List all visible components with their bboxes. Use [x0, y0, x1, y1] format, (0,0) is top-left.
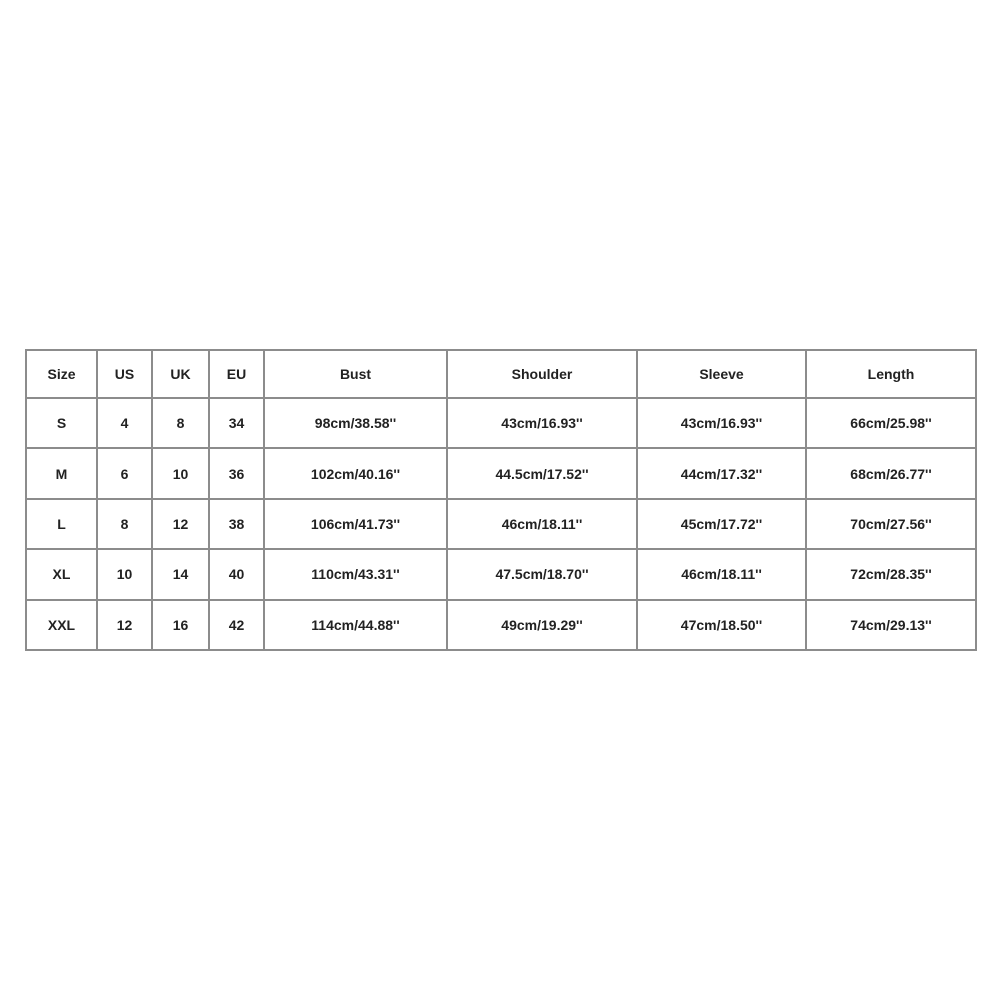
table-row: [26, 398, 976, 448]
cell-uk: 14: [152, 549, 209, 599]
cell-length: 72cm/28.35'': [806, 549, 976, 599]
cell-shoulder: 44.5cm/17.52'': [447, 448, 637, 498]
cell-bust: 114cm/44.88'': [264, 600, 447, 650]
cell-eu: 40: [209, 549, 264, 599]
cell-us: 10: [97, 549, 152, 599]
cell-uk: 16: [152, 600, 209, 650]
cell-bust: 98cm/38.58'': [264, 398, 447, 448]
header-sleeve: Sleeve: [637, 350, 806, 398]
cell-size: L: [26, 499, 97, 549]
cell-length: 74cm/29.13'': [806, 600, 976, 650]
cell-shoulder: 46cm/18.11'': [447, 499, 637, 549]
cell-sleeve: 46cm/18.11'': [637, 549, 806, 599]
cell-uk: 12: [152, 499, 209, 549]
cell-uk: 8: [152, 398, 209, 448]
cell-bust: 106cm/41.73'': [264, 499, 447, 549]
cell-eu: 34: [209, 398, 264, 448]
table-row: [26, 549, 976, 599]
header-size: Size: [26, 350, 97, 398]
header-row: [26, 350, 976, 398]
cell-bust: 110cm/43.31'': [264, 549, 447, 599]
header-length: Length: [806, 350, 976, 398]
cell-sleeve: 44cm/17.32'': [637, 448, 806, 498]
cell-us: 6: [97, 448, 152, 498]
table-row: [26, 600, 976, 650]
cell-size: XXL: [26, 600, 97, 650]
cell-length: 68cm/26.77'': [806, 448, 976, 498]
cell-sleeve: 43cm/16.93'': [637, 398, 806, 448]
cell-eu: 36: [209, 448, 264, 498]
cell-sleeve: 45cm/17.72'': [637, 499, 806, 549]
table-body: [26, 398, 976, 650]
table-row: [26, 448, 976, 498]
cell-eu: 38: [209, 499, 264, 549]
cell-us: 4: [97, 398, 152, 448]
cell-length: 66cm/25.98'': [806, 398, 976, 448]
cell-size: M: [26, 448, 97, 498]
cell-us: 8: [97, 499, 152, 549]
cell-size: XL: [26, 549, 97, 599]
cell-size: S: [26, 398, 97, 448]
cell-eu: 42: [209, 600, 264, 650]
table-header: [26, 350, 976, 398]
cell-shoulder: 49cm/19.29'': [447, 600, 637, 650]
cell-uk: 10: [152, 448, 209, 498]
cell-bust: 102cm/40.16'': [264, 448, 447, 498]
cell-length: 70cm/27.56'': [806, 499, 976, 549]
header-eu: EU: [209, 350, 264, 398]
cell-shoulder: 43cm/16.93'': [447, 398, 637, 448]
cell-us: 12: [97, 600, 152, 650]
table-row: [26, 499, 976, 549]
size-chart-table: [25, 349, 977, 651]
cell-sleeve: 47cm/18.50'': [637, 600, 806, 650]
cell-shoulder: 47.5cm/18.70'': [447, 549, 637, 599]
header-shoulder: Shoulder: [447, 350, 637, 398]
header-bust: Bust: [264, 350, 447, 398]
header-us: US: [97, 350, 152, 398]
header-uk: UK: [152, 350, 209, 398]
